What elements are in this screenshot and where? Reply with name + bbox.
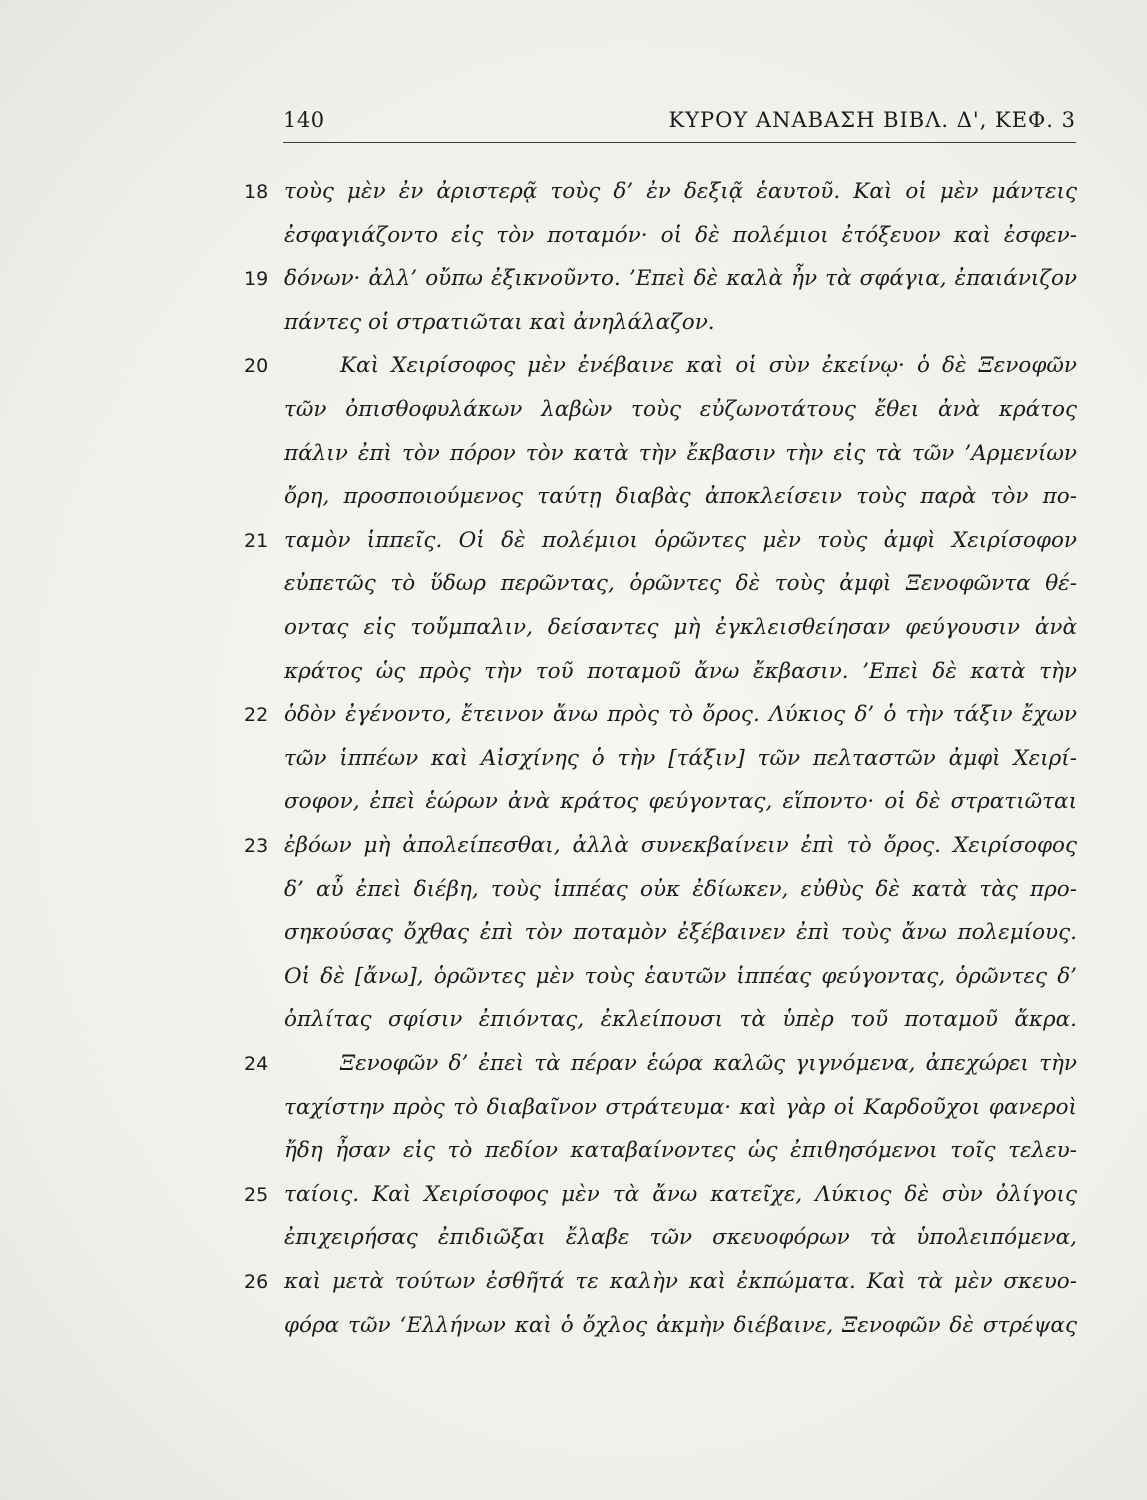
text-line: ὄρη, προσποιούμενος ταύτῃ διαβὰς ἀποκλείσειν τοὺς παρὰ τὸν πο-	[284, 484, 1077, 510]
text-line: ἤδη ἦσαν εἰς τὸ πεδίον καταβαίνοντες ὡς ἐπιθησόμενοι τοῖς τελευ-	[284, 1138, 1077, 1164]
text-line: κράτος ὡς πρὸς τὴν τοῦ ποταμοῦ ἄνω ἔκβασιν. ’Επεὶ δὲ κατὰ τὴν	[284, 658, 1077, 684]
text-line: σοφον, ἐπεὶ ἑώρων ἀνὰ κράτος φεύγοντας, εἵποντο· οἱ δὲ στρατιῶται	[284, 789, 1077, 815]
text-line: τῶν ἱππέων καὶ Αἰσχίνης ὁ τὴν [τάξιν] τῶν πελταστῶν ἀμφὶ Χειρί-	[284, 745, 1077, 771]
text-line: ταμὸν ἱππεῖς. Οἱ δὲ πολέμιοι ὁρῶντες μὲν τοὺς ἀμφὶ Χειρίσοφον	[284, 527, 1077, 553]
text-line: ὁδὸν ἐγένοντο, ἔτεινον ἄνω πρὸς τὸ ὄρος. Λύκιος δ’ ὁ τὴν τάξιν ἔχων	[284, 702, 1077, 728]
section-number: 25	[244, 1183, 269, 1206]
text-line: δόνων· ἀλλ’ οὔπω ἐξικνοῦντο. ’Επεὶ δὲ καλὰ ἦν τὰ σφάγια, ἐπαιάνιζον	[284, 266, 1077, 292]
text-line: εὐπετῶς τὸ ὕδωρ περῶντας, ὁρῶντες δὲ τοὺς ἀμφὶ Ξενοφῶντα θέ-	[284, 571, 1077, 597]
text-line: ἐπιχειρήσας ἐπιδιῶξαι ἔλαβε τῶν σκευοφόρων τὰ ὑπολειπόμενα,	[284, 1225, 1077, 1251]
section-number: 24	[244, 1053, 269, 1075]
section-number: 19	[244, 268, 269, 291]
text-line: σηκούσας ὄχθας ἐπὶ τὸν ποταμὸν ἐξέβαινεν ἐπὶ τοὺς ἄνω πολεμίους.	[284, 920, 1077, 946]
text-line: Οἱ δὲ [ἄνω], ὁρῶντες μὲν τοὺς ἑαυτῶν ἱππέας φεύγοντας, ὁρῶντες δ’	[284, 963, 1077, 989]
text-line: ἐβόων μὴ ἀπολείπεσθαι, ἀλλὰ συνεκβαίνειν ἐπὶ τὸ ὄρος. Χειρίσοφος	[284, 833, 1077, 858]
text-line: τοὺς μὲν ἐν ἀριστερᾷ τοὺς δ’ ἐν δεξιᾷ ἑαυτοῦ. Καὶ οἱ μὲν μάντεις	[284, 179, 1077, 204]
section-number: 20	[244, 355, 269, 378]
page-number: 140	[283, 108, 325, 132]
text-line: πάντες οἱ στρατιῶται καὶ ἀνηλάλαζον.	[284, 309, 715, 335]
text-line: Ξενοφῶν δ’ ἐπεὶ τὰ πέραν ἑώρα καλῶς γιγνόμενα, ἀπεχώρει τὴν	[340, 1051, 1077, 1076]
text-line: δ’ αὖ ἐπεὶ διέβη, τοὺς ἱππέας οὐκ ἐδίωκεν, εὐθὺς δὲ κατὰ τὰς προ-	[284, 876, 1077, 902]
section-number: 23	[244, 835, 269, 857]
text-line: φόρα τῶν ‘Ελλήνων καὶ ὁ ὄχλος ἀκμὴν διέβαινε, Ξενοφῶν δὲ στρέψας	[284, 1312, 1077, 1338]
running-head: ΚΥΡΟΥ ΑΝΑΒΑΣΗ ΒΙΒΛ. Δ', ΚΕΦ. 3	[668, 108, 1076, 132]
section-number: 26	[244, 1271, 269, 1293]
text-line: ταχίστην πρὸς τὸ διαβαῖνον στράτευμα· καὶ γὰρ οἱ Καρδοῦχοι φανεροὶ	[284, 1094, 1077, 1120]
text-line: τῶν ὀπισθοφυλάκων λαβὼν τοὺς εὐζωνοτάτους ἔθει ἀνὰ κράτος	[284, 397, 1077, 422]
section-number: 18	[244, 181, 269, 203]
text-line: ταίοις. Καὶ Χειρίσοφος μὲν τὰ ἄνω κατεῖχε, Λύκιος δὲ σὺν ὀλίγοις	[284, 1181, 1077, 1207]
text-line: οντας εἰς τοὔμπαλιν, δείσαντες μὴ ἐγκλεισθείησαν φεύγουσιν ἀνὰ	[284, 615, 1077, 640]
text-line: ὁπλίτας σφίσιν ἐπιόντας, ἐκλείπουσι τὰ ὑπὲρ τοῦ ποταμοῦ ἄκρα.	[284, 1007, 1077, 1033]
section-number: 21	[244, 529, 269, 552]
text-line: Καὶ Χειρίσοφος μὲν ἐνέβαινε καὶ οἱ σὺν ἐκείνῳ· ὁ δὲ Ξενοφῶν	[340, 353, 1077, 379]
section-number: 22	[244, 704, 269, 727]
text-line: ἐσφαγιάζοντο εἰς τὸν ποταμόν· οἱ δὲ πολέμιοι ἐτόξευον καὶ ἐσφεν-	[284, 222, 1077, 248]
text-line: καὶ μετὰ τούτων ἐσθῆτά τε καλὴν καὶ ἐκπώματα. Καὶ τὰ μὲν σκευο-	[284, 1269, 1077, 1294]
text-line: πάλιν ἐπὶ τὸν πόρον τὸν κατὰ τὴν ἔκβασιν τὴν εἰς τὰ τῶν ’Αρμενίων	[284, 440, 1077, 466]
